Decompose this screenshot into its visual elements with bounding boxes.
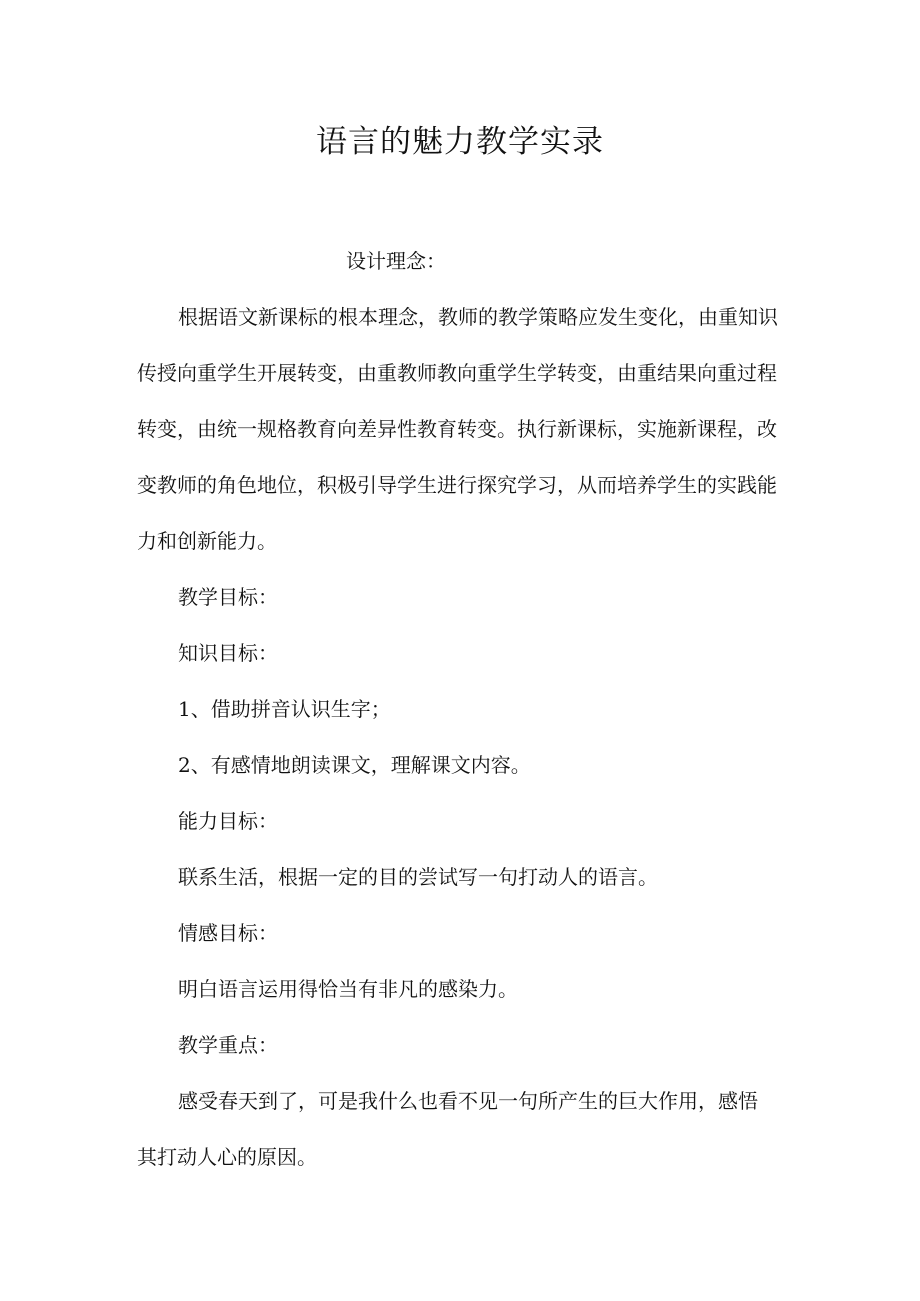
paragraph-line: 其打动人心的原因。 — [137, 1145, 317, 1169]
paragraph-line: 变教师的角色地位，积极引导学生进行探究学习，从而培养学生的实践能 — [137, 473, 777, 497]
list-item: 1、借助拼音认识生字； — [178, 697, 391, 721]
section-heading-teaching-goals: 教学目标： — [178, 585, 278, 609]
paragraph-line: 明白语言运用得恰当有非凡的感染力。 — [178, 977, 518, 1001]
document-title: 语言的魅力教学实录 — [316, 124, 604, 160]
paragraph-line: 力和创新能力。 — [137, 529, 277, 553]
paragraph-line: 联系生活，根据一定的目的尝试写一句打动人的语言。 — [178, 865, 658, 889]
subheading-knowledge-goals: 知识目标： — [178, 641, 278, 665]
paragraph-line: 感受春天到了，可是我什么也看不见一句所产生的巨大作用，感悟 — [178, 1089, 758, 1113]
section-heading-design-concept: 设计理念： — [346, 249, 446, 273]
list-item: 2、有感情地朗读课文，理解课文内容。 — [178, 753, 531, 777]
paragraph-line: 根据语文新课标的根本理念，教师的教学策略应发生变化，由重知识 — [178, 305, 778, 329]
subheading-emotion-goals: 情感目标： — [178, 921, 278, 945]
paragraph-line: 传授向重学生开展转变，由重教师教向重学生学转变，由重结果向重过程 — [137, 361, 777, 385]
paragraph-line: 转变，由统一规格教育向差异性教育转变。执行新课标，实施新课程，改 — [137, 417, 777, 441]
section-heading-teaching-focus: 教学重点： — [178, 1033, 278, 1057]
subheading-ability-goals: 能力目标： — [178, 809, 278, 833]
